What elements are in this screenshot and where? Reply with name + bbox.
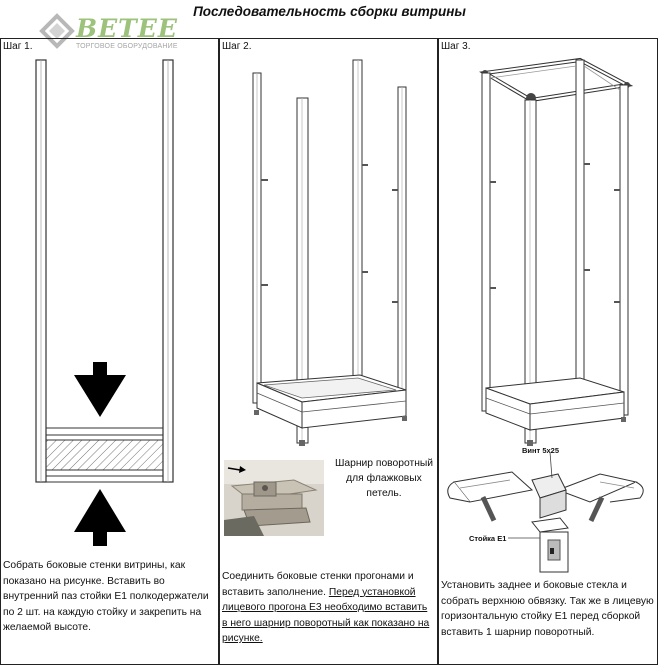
hinge-photo [224, 460, 324, 536]
step-1-label: Шаг 1. [3, 41, 33, 52]
post-label: Стойка Е1 [469, 534, 507, 543]
step-2-text-underlined: Перед установкой лицевого прогона Е3 необходимо вставить в него шарнир поворотный как показано на рисунке. [222, 586, 430, 644]
step-3-label: Шаг 3. [441, 41, 471, 52]
step-2-frame-drawing [220, 40, 435, 450]
screw-label: Винт 5х25 [522, 446, 559, 455]
step-3-text: Установить заднее и боковые стекла и собрать верхнюю обвязку. Так же в лицевую горизонтальную стойку Е1 перед сборкой вставить 1 шарнир поворотный. [441, 580, 654, 638]
logo-text: BETEE [76, 14, 178, 43]
step-3-assembled-drawing [439, 40, 654, 450]
logo-subtitle: ТОРГОВОЕ ОБОРУДОВАНИЕ [76, 43, 178, 50]
hinge-caption: Шарнир поворотный для флажковых петель. [334, 458, 434, 499]
step-2-label: Шаг 2. [222, 41, 252, 52]
top-corner-detail-drawing [440, 452, 655, 572]
step-1-side-wall-drawing [0, 38, 216, 538]
step-2-text-plain: Соединить боковые стенки прогонами и вставить заполнение. [222, 571, 414, 598]
step-1-text: Собрать боковые стенки витрины, как показано на рисунке. Вставить во внутренний паз стойки Е1 полкодержатели по 2 шт. на каждую стойку и закрепить на желаемой высоте. [3, 560, 209, 633]
step-2-text [222, 569, 434, 647]
page-title: Последовательность сборки витрины [193, 4, 466, 19]
